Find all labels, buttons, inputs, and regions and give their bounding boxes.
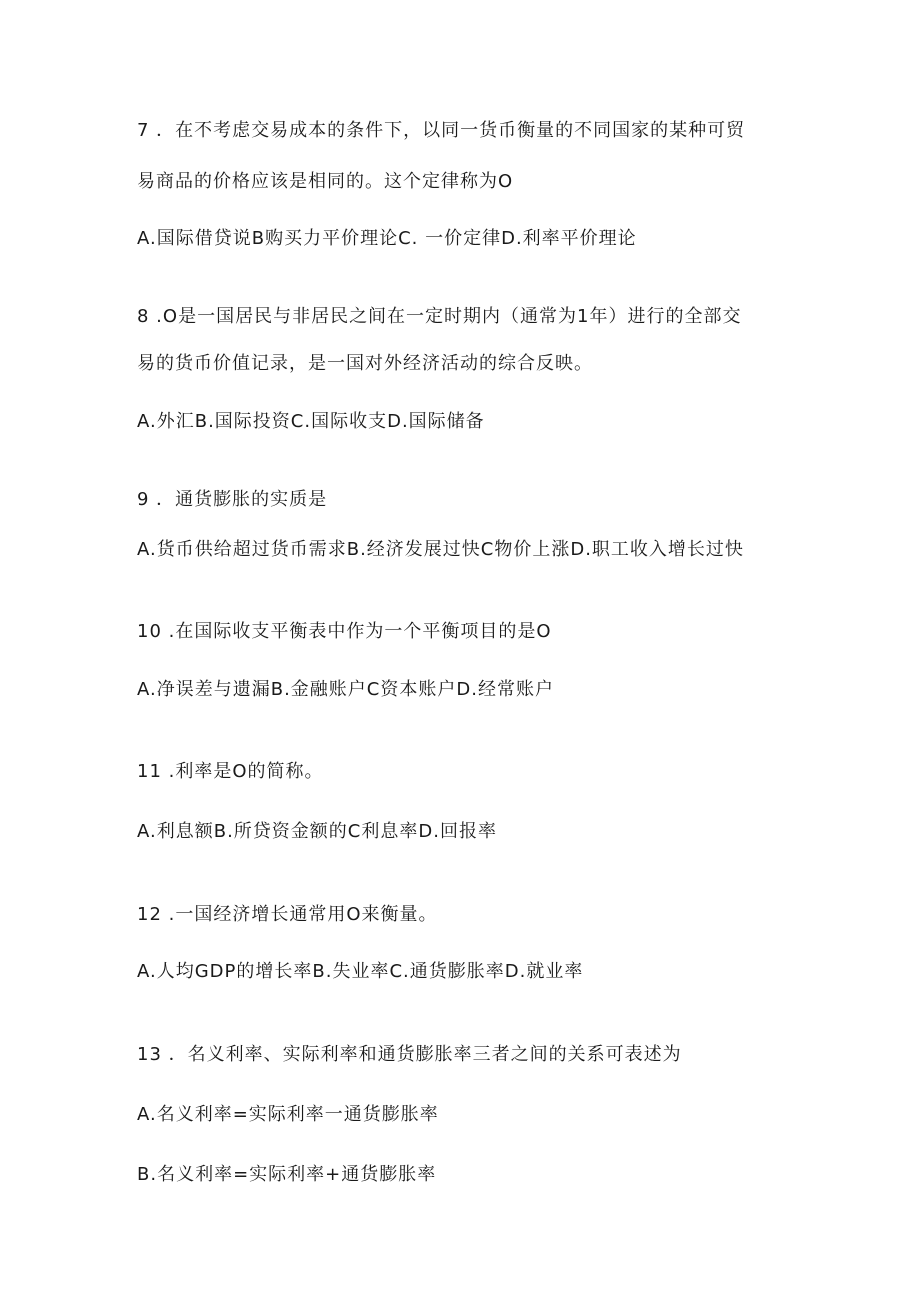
question-8-options: A.外汇B.国际投资C.国际收支D.国际储备 [137,411,485,432]
question-12-options: A.人均GDP的增长率B.失业率C.通货膨胀率D.就业率 [137,961,584,982]
question-12-stem: 12 .一国经济增长通常用O来衡量。 [137,904,438,925]
question-8-stem-line-2: 易的货币价值记录，是一国对外经济活动的综合反映。 [137,353,593,374]
question-7-stem-line-2: 易商品的价格应该是相同的。这个定律称为O [137,171,514,192]
question-10-stem: 10 .在国际收支平衡表中作为一个平衡项目的是O [137,621,552,642]
question-13-option-b: B.名义利率=实际利率+通货膨胀率 [137,1164,437,1185]
question-11-stem: 11 .利率是O的简称。 [137,761,324,782]
question-10-options: A.净误差与遗漏B.金融账户C资本账户D.经常账户 [137,679,554,700]
question-7-stem-line-1: 7 ．在不考虑交易成本的条件下，以同一货币衡量的不同国家的某种可贸 [137,120,746,141]
question-7-options: A.国际借贷说B购买力平价理论C. 一价定律D.利率平价理论 [137,228,637,249]
question-9-options: A.货币供给超过货币需求B.经济发展过快C物价上涨D.职工收入增长过快 [137,539,744,560]
question-13-stem: 13 ．名义利率、实际利率和通货膨胀率三者之间的关系可表述为 [137,1044,682,1065]
question-9-stem: 9 ．通货膨胀的实质是 [137,489,328,510]
question-8-stem-line-1: 8 .O是一国居民与非居民之间在一定时期内（通常为1年）进行的全部交 [137,306,742,327]
question-13-option-a: A.名义利率=实际利率一通货膨胀率 [137,1104,439,1125]
question-11-options: A.利息额B.所贷资金额的C利息率D.回报率 [137,821,497,842]
